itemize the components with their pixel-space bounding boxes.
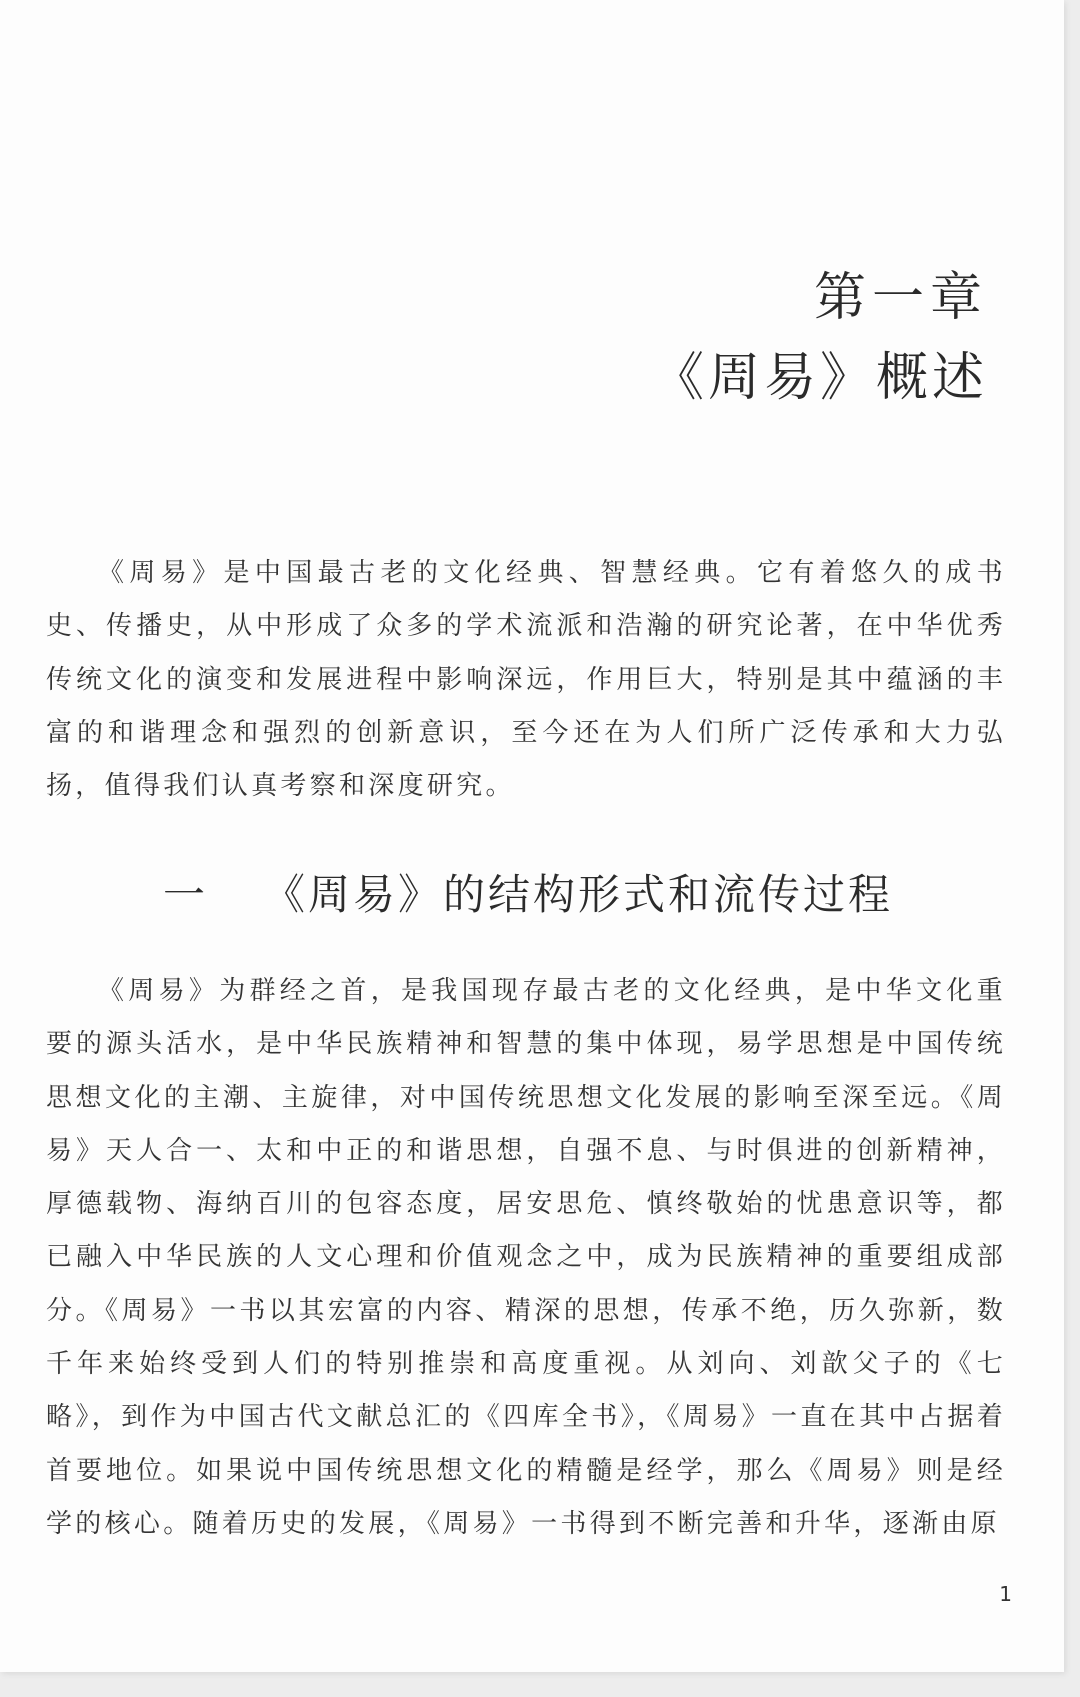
intro-paragraph: 《周易》是中国最古老的文化经典、智慧经典。它有着悠久的成书史、传播史，从中形成了众多的学术流派和浩瀚的研究论著，在中华优秀传统文化的演变和发展进程中影响深远，作用巨大，特别是其中蕴涵的丰富的和谐理念和强烈的创新意识，至今还在为人们所广泛传承和大力弘扬，值得我们认真考察和深度研究。	[46, 558, 1006, 802]
section-paragraph: 《周易》为群经之首，是我国现存最古老的文化经典，是中华文化重要的源头活水，是中华民族精神和智慧的集中体现，易学思想是中国传统思想文化的主潮、主旋律，对中国传统思想文化发展的影响至深至远。《周易》天人合一、太和中正的和谐思想，自强不息、与时俱进的创新精神，厚德载物、海纳百川的包容态度，居安思危、慎终敬始的忧患意识等，都已融入中华民族的人文心理和价值观念之中，成为民族精神的重要组成部分。《周易》一书以其宏富的内容、精深的思想，传承不绝，历久弥新，数千年来始终受到人们的特别推崇和高度重视。从刘向、刘歆父子的《七略》，到作为中国古代文献总汇的《四库全书》，《周易》一直在其中占据着首要地位。如果说中国传统思想文化的精髓是经学，那么《周易》则是经学的核心。随着历史的发展，《周易》一书得到不断完善和升华，逐渐由原	[46, 976, 1006, 1539]
page-number: 1	[999, 1582, 1012, 1606]
section-title: 《周易》的结构形式和流传过程	[263, 870, 894, 919]
chapter-number: 第一章	[813, 268, 988, 328]
chapter-heading	[652, 258, 988, 418]
section-heading	[163, 862, 893, 922]
chapter-title: 《周易》概述	[651, 348, 988, 408]
section-number: 一	[163, 870, 209, 919]
